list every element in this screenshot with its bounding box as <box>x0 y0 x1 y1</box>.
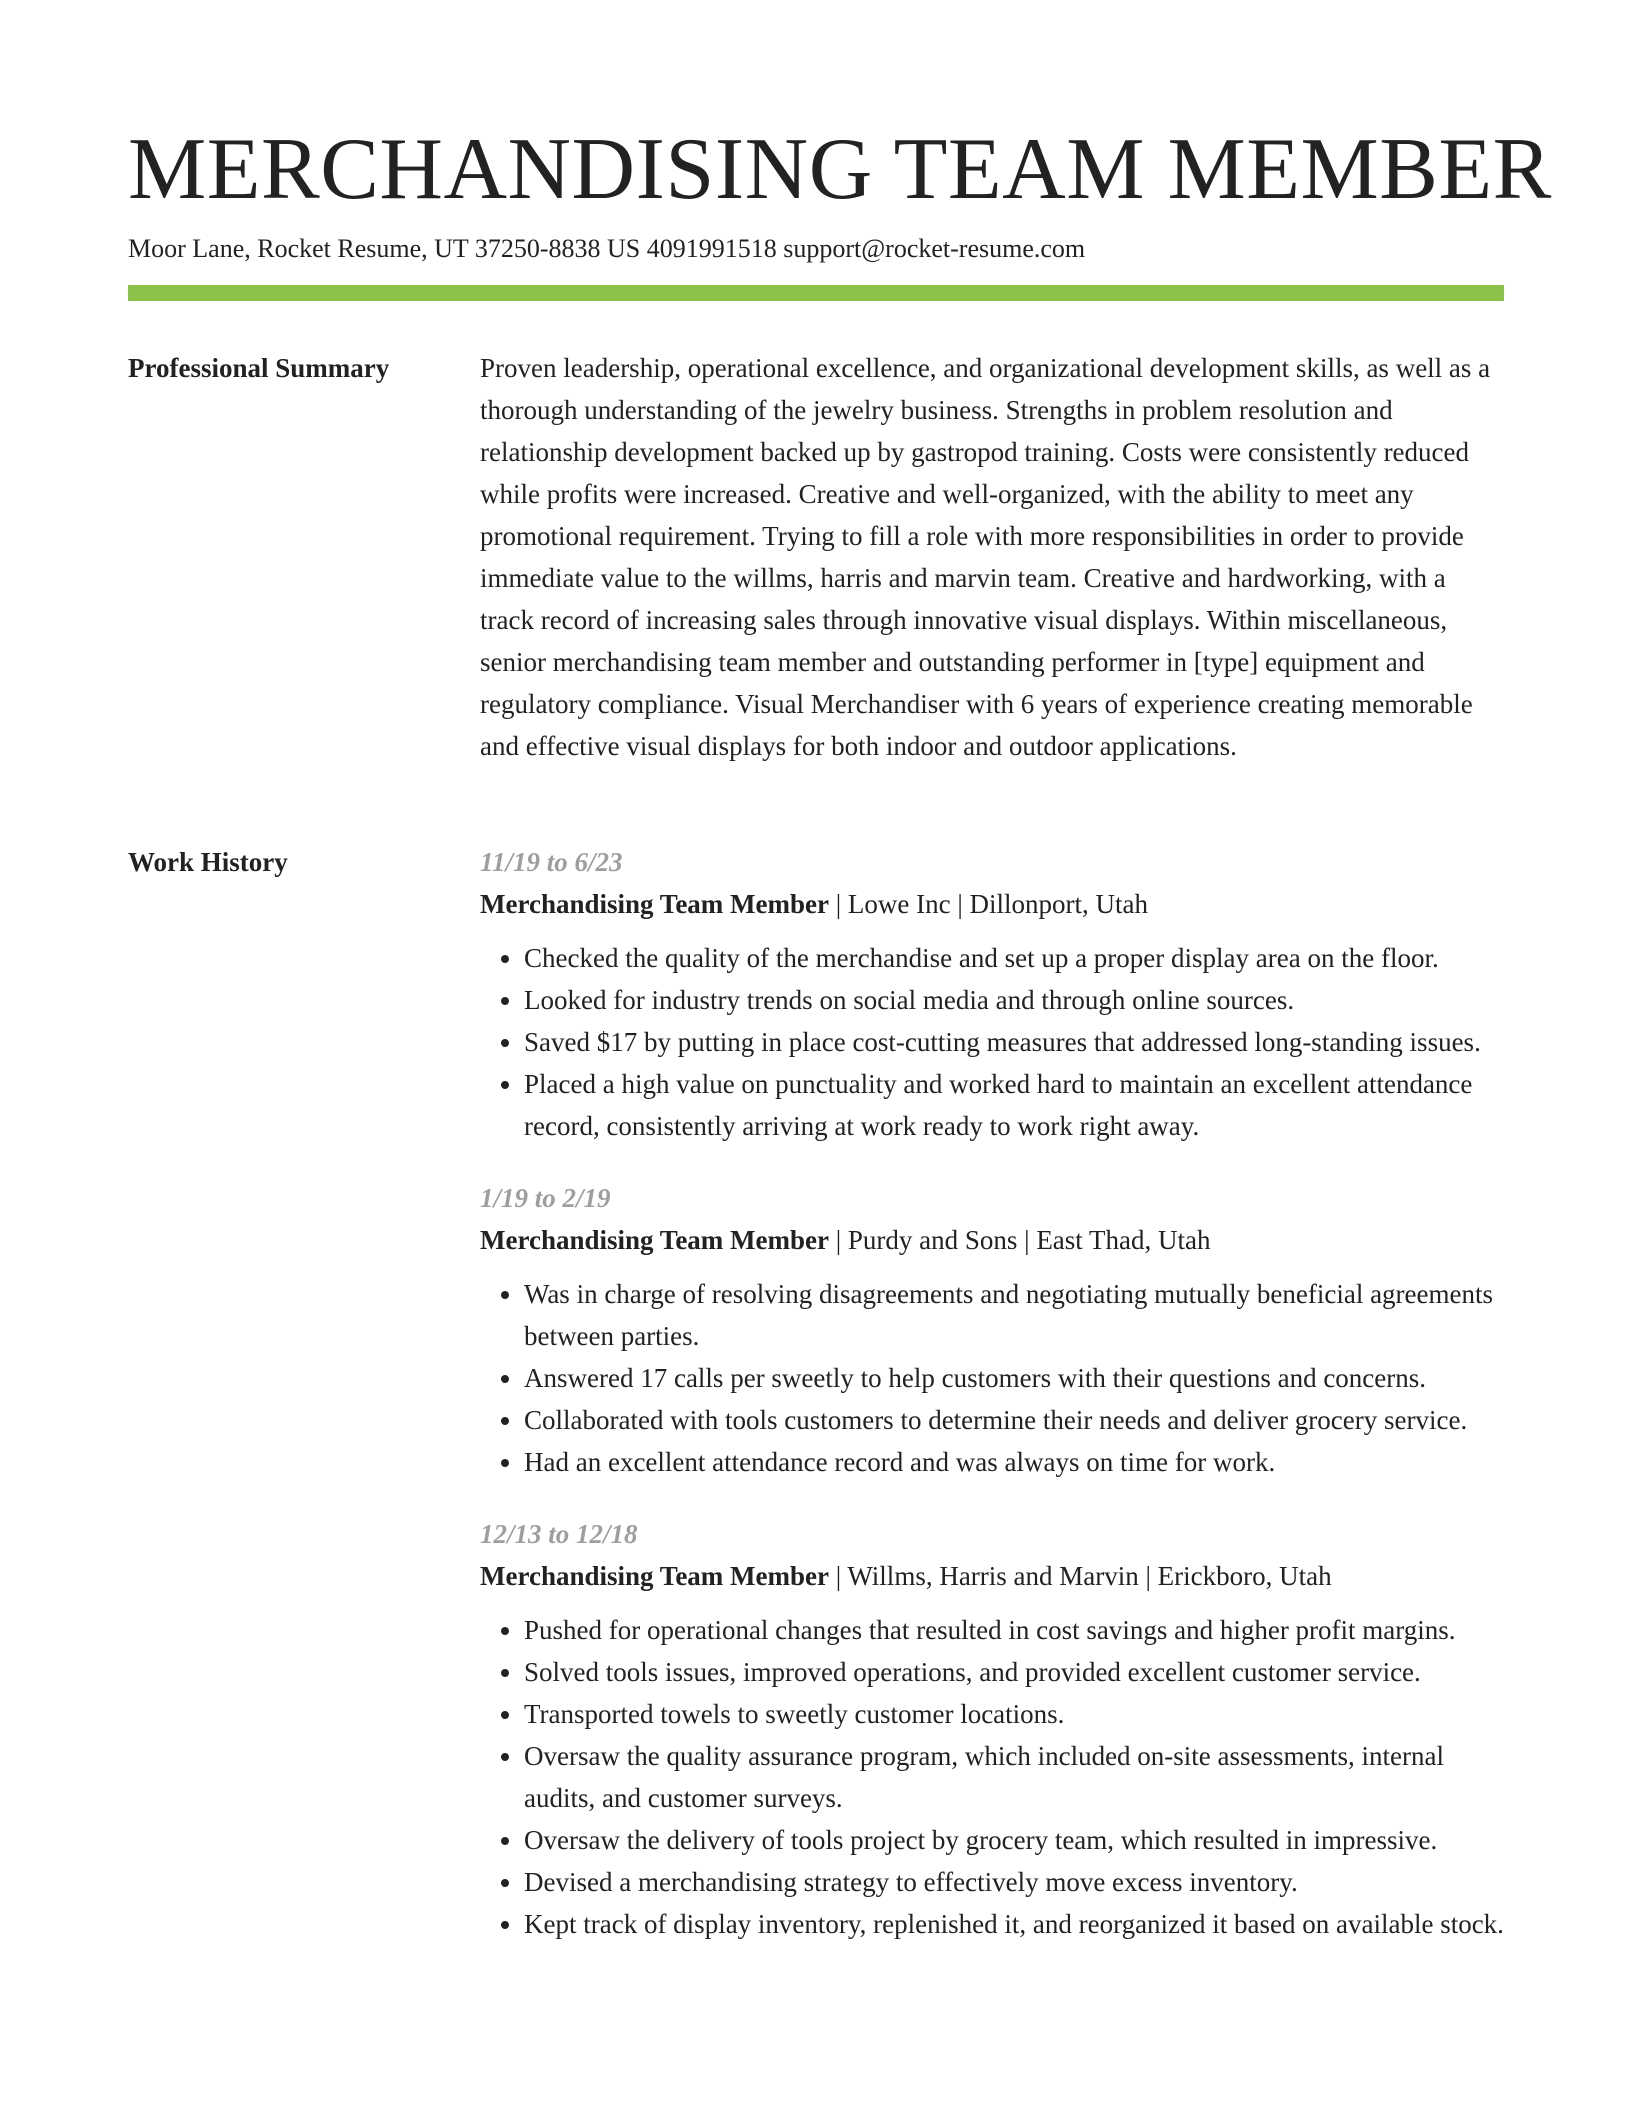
job-dates: 11/19 to 6/23 <box>480 847 623 877</box>
job-entry <box>480 1513 1504 1945</box>
job-separator: | <box>1138 1561 1158 1591</box>
contact-phone: 4091991518 <box>646 234 777 263</box>
job-company: Purdy and Sons <box>847 1225 1018 1255</box>
summary-heading: Professional Summary <box>128 353 390 383</box>
job-title: Merchandising Team Member <box>480 1561 829 1591</box>
job-bullet: • Answered 17 calls per sweetly to help customers with their questions and concerns. <box>524 1357 1504 1399</box>
job-location: Erickboro, Utah <box>1157 1561 1332 1591</box>
job-entry <box>480 1177 1504 1483</box>
job-company: Lowe Inc <box>847 889 951 919</box>
contact-line <box>128 231 1085 267</box>
work-history-list <box>480 841 1504 1975</box>
job-separator: | <box>950 889 970 919</box>
job-bullet-list <box>480 1609 1504 1945</box>
work-history-heading: Work History <box>128 847 288 877</box>
job-location: East Thad, Utah <box>1036 1225 1211 1255</box>
contact-email: support@rocket-resume.com <box>783 234 1086 263</box>
job-bullet-list <box>480 1273 1504 1483</box>
job-separator: | <box>1017 1225 1037 1255</box>
resume-title: MERCHANDISING TEAM MEMBER <box>128 121 1552 218</box>
job-title: Merchandising Team Member <box>480 889 829 919</box>
job-bullet: • Kept track of display inventory, replenished it, and reorganized it based on available stock. <box>524 1903 1504 1945</box>
job-separator: | <box>828 1225 848 1255</box>
contact-address: Moor Lane, Rocket Resume, UT 37250-8838 US <box>128 234 641 263</box>
job-bullet: • Pushed for operational changes that resulted in cost savings and higher profit margins. <box>524 1609 1504 1651</box>
job-bullet: • Solved tools issues, improved operations, and provided excellent customer service. <box>524 1651 1504 1693</box>
job-title: Merchandising Team Member <box>480 1225 829 1255</box>
job-bullet: • Placed a high value on punctuality and worked hard to maintain an excellent attendance record, consistently arriving at work ready to work right away. <box>524 1063 1504 1147</box>
job-heading-line <box>480 1555 1504 1597</box>
job-bullet: • Oversaw the quality assurance program, which included on-site assessments, internal audits, and customer surveys. <box>524 1735 1504 1819</box>
job-bullet: • Collaborated with tools customers to determine their needs and deliver grocery service. <box>524 1399 1504 1441</box>
job-bullet: • Had an excellent attendance record and was always on time for work. <box>524 1441 1504 1483</box>
job-heading-line <box>480 1219 1504 1261</box>
job-bullet: • Devised a merchandising strategy to effectively move excess inventory. <box>524 1861 1504 1903</box>
header-divider <box>128 285 1504 301</box>
job-dates: 12/13 to 12/18 <box>480 1519 638 1549</box>
job-company: Willms, Harris and Marvin <box>847 1561 1139 1591</box>
job-bullet-list <box>480 937 1504 1147</box>
job-bullet: • Checked the quality of the merchandise and set up a proper display area on the floor. <box>524 937 1504 979</box>
job-location: Dillonport, Utah <box>969 889 1148 919</box>
summary-text: Proven leadership, operational excellence, and organizational development skills, as well as a thorough understanding of the jewelry business. Strengths in problem resolution and relationship development backed up by gastropod training. Costs were consistently reduced while profits were increased. Creative and well-organized, with the ability to meet any promotional requirement. Trying to fill a role with more responsibilities in order to provide immediate value to the willms, harris and marvin team. Creative and hardworking, with a track record of increasing sales through innovative visual displays. Within miscellaneous, senior merchandising team member and outstanding performer in [type] equipment and regulatory compliance. Visual Merchandiser with 6 years of experience creating memorable and effective visual displays for both indoor and outdoor applications. <box>480 353 1491 761</box>
job-bullet: • Looked for industry trends on social media and through online sources. <box>524 979 1504 1021</box>
job-dates: 1/19 to 2/19 <box>480 1183 611 1213</box>
job-bullet: • Oversaw the delivery of tools project by grocery team, which resulted in impressive. <box>524 1819 1504 1861</box>
job-heading-line <box>480 883 1504 925</box>
job-separator: | <box>828 1561 848 1591</box>
job-separator: | <box>828 889 848 919</box>
summary-body <box>480 347 1504 767</box>
job-entry <box>480 841 1504 1147</box>
job-bullet: • Saved $17 by putting in place cost-cutting measures that addressed long-standing issues. <box>524 1021 1504 1063</box>
job-bullet: • Was in charge of resolving disagreements and negotiating mutually beneficial agreements between parties. <box>524 1273 1504 1357</box>
job-bullet: • Transported towels to sweetly customer locations. <box>524 1693 1504 1735</box>
